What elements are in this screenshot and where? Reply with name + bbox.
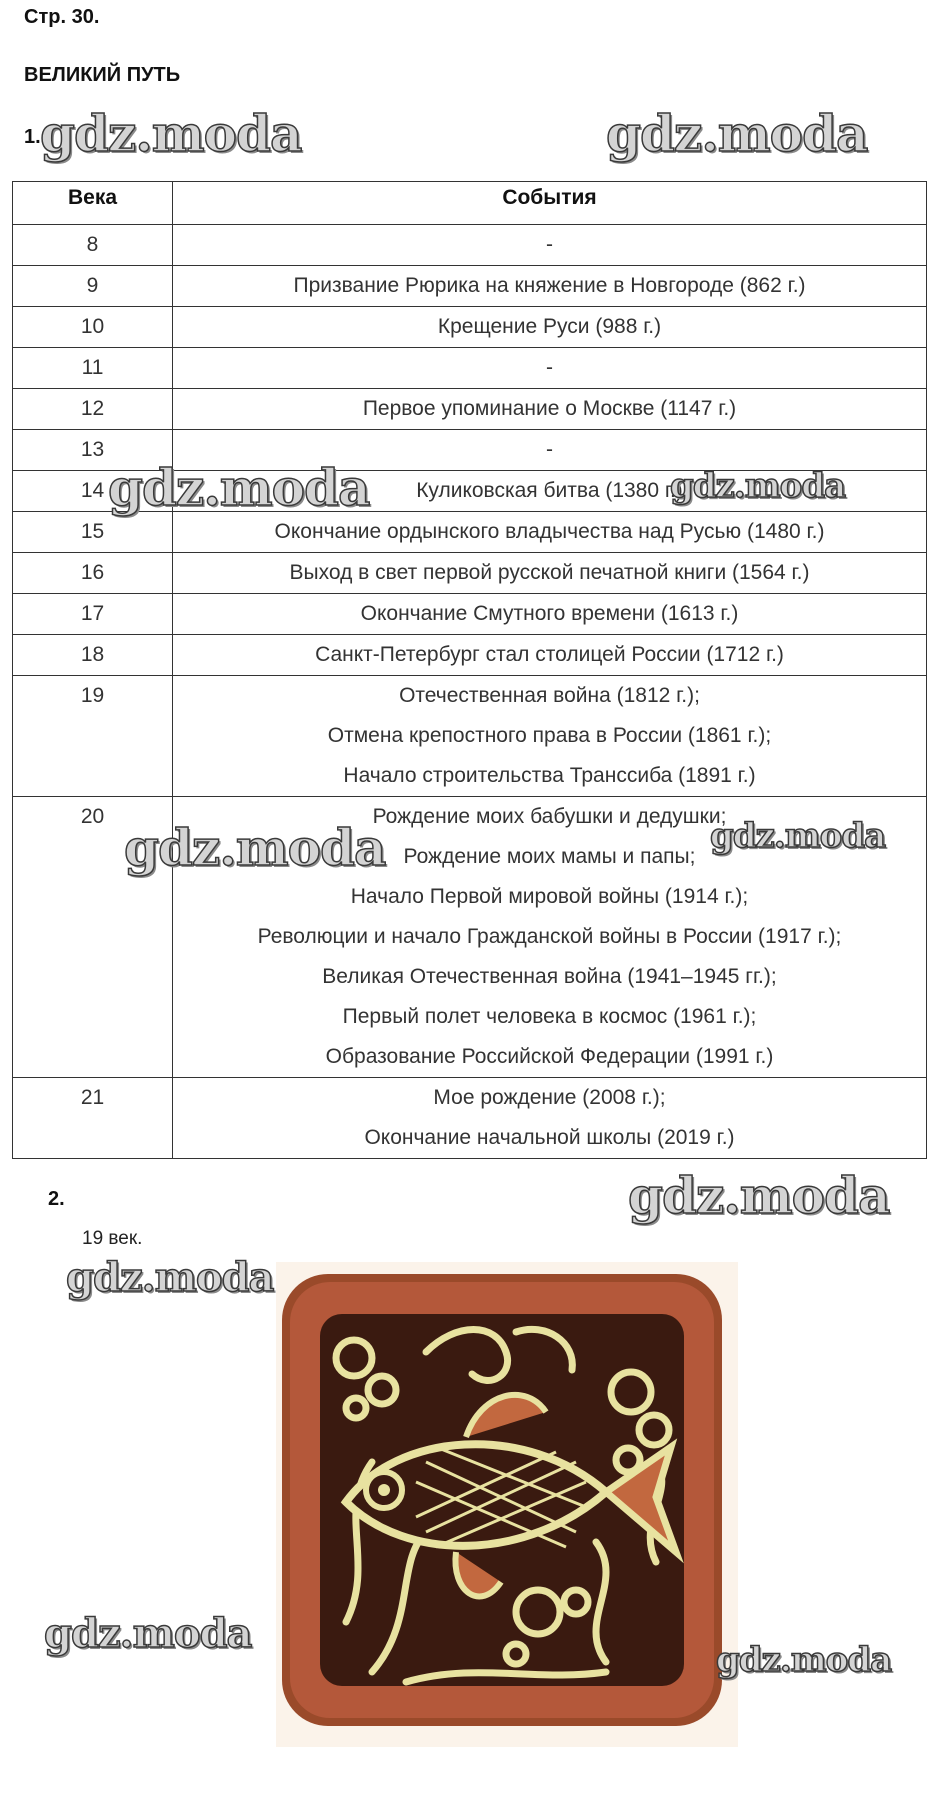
- event-text: Выход в свет первой русской печатной книги (1564 г.): [289, 561, 810, 584]
- event-text: Окончание начальной школы (2019 г.): [364, 1126, 735, 1149]
- fish-tile-illustration: [276, 1262, 738, 1747]
- events-cell: [173, 1078, 927, 1159]
- events-cell: [173, 553, 927, 594]
- century-value: 8: [86, 233, 99, 256]
- century-cell: [13, 512, 173, 553]
- watermark: gdz.moda: [44, 1610, 252, 1657]
- events-cell: [173, 225, 927, 266]
- fish-pupil: [378, 1484, 390, 1496]
- watermark: gdz.moda: [606, 104, 868, 163]
- century-cell: [13, 1078, 173, 1159]
- century-value: 15: [80, 520, 105, 543]
- watermark: gdz.moda: [670, 466, 846, 506]
- section-title: ВЕЛИКИЙ ПУТЬ: [24, 64, 181, 86]
- event-text: Мое рождение (2008 г.);: [433, 1086, 666, 1109]
- century-cell: [13, 225, 173, 266]
- watermark: gdz.moda: [66, 1254, 274, 1301]
- watermark: gdz.moda: [710, 816, 886, 856]
- event-text: Образование Российской Федерации (1991 г.): [325, 1045, 774, 1068]
- task-2-number: 2.: [48, 1188, 65, 1210]
- watermark: gdz.moda: [124, 818, 386, 877]
- century-value: 18: [80, 643, 105, 666]
- event-text: Окончание ордынского владычества над Русью (1480 г.): [274, 520, 825, 543]
- century-value: 11: [81, 356, 104, 379]
- table-row: [13, 266, 927, 307]
- event-text: -: [546, 438, 553, 461]
- header-events: События: [173, 182, 927, 225]
- century-value: 20: [80, 805, 105, 828]
- fish-tile-image: [276, 1262, 738, 1747]
- task-1-number: 1.: [24, 126, 41, 148]
- event-text: Рождение моих мамы и папы;: [403, 845, 696, 868]
- table-row: [13, 676, 927, 797]
- events-cell: [173, 635, 927, 676]
- table-row: [13, 512, 927, 553]
- table-row: [13, 594, 927, 635]
- task-2-answer: 19 век.: [82, 1228, 143, 1249]
- event-text: -: [546, 356, 553, 379]
- century-value: 12: [80, 397, 105, 420]
- centuries-events-table: [12, 181, 927, 1159]
- century-cell: [13, 594, 173, 635]
- event-text: Отмена крепостного права в России (1861 г.);: [327, 724, 772, 747]
- century-cell: [13, 553, 173, 594]
- century-value: 17: [80, 602, 105, 625]
- century-cell: [13, 348, 173, 389]
- event-text: Санкт-Петербург стал столицей России (1712 г.): [315, 643, 784, 666]
- table-row: [13, 389, 927, 430]
- century-value: 10: [80, 315, 105, 338]
- century-cell: [13, 266, 173, 307]
- event-text: Призвание Рюрика на княжение в Новгороде (862 г.): [293, 274, 806, 297]
- events-cell: [173, 266, 927, 307]
- event-text: Куликовская битва (1380 г.): [416, 479, 683, 502]
- event-text: -: [546, 233, 553, 256]
- event-text: Окончание Смутного времени (1613 г.): [360, 602, 739, 625]
- watermark: gdz.moda: [628, 1166, 890, 1225]
- century-cell: [13, 389, 173, 430]
- table-row: [13, 348, 927, 389]
- table-row: [13, 553, 927, 594]
- table-row: [13, 1078, 927, 1159]
- event-text: Революции и начало Гражданской войны в России (1917 г.);: [257, 925, 842, 948]
- century-value: 9: [86, 274, 99, 297]
- event-text: Великая Отечественная война (1941–1945 гг.);: [322, 965, 777, 988]
- century-value: 13: [80, 438, 105, 461]
- table-row: [13, 635, 927, 676]
- event-text: Начало строительства Транссиба (1891 г.): [343, 764, 756, 787]
- century-cell: [13, 676, 173, 797]
- watermark: gdz.moda: [716, 1640, 892, 1680]
- event-text: Отечественная война (1812 г.);: [399, 684, 700, 707]
- events-cell: [173, 348, 927, 389]
- century-value: 16: [80, 561, 105, 584]
- century-cell: [13, 307, 173, 348]
- events-cell: [173, 307, 927, 348]
- events-cell: [173, 594, 927, 635]
- table-row: [13, 225, 927, 266]
- table-header-row: [13, 182, 927, 225]
- table-row: [13, 307, 927, 348]
- events-cell: [173, 389, 927, 430]
- century-value: 19: [80, 684, 105, 707]
- event-text: Крещение Руси (988 г.): [437, 315, 662, 338]
- event-text: Начало Первой мировой войны (1914 г.);: [350, 885, 749, 908]
- events-cell: [173, 512, 927, 553]
- page-number: Стр. 30.: [24, 6, 100, 28]
- watermark: gdz.moda: [108, 458, 370, 517]
- century-value: 21: [80, 1086, 105, 1109]
- event-text: Рождение моих бабушки и дедушки;: [372, 805, 727, 828]
- table-body: [13, 225, 927, 1159]
- century-cell: [13, 635, 173, 676]
- header-centuries: Века: [13, 182, 173, 225]
- watermark: gdz.moda: [40, 104, 302, 163]
- event-text: Первое упоминание о Москве (1147 г.): [362, 397, 737, 420]
- events-cell: [173, 676, 927, 797]
- century-value: 14: [80, 479, 105, 502]
- event-text: Первый полет человека в космос (1961 г.);: [342, 1005, 757, 1028]
